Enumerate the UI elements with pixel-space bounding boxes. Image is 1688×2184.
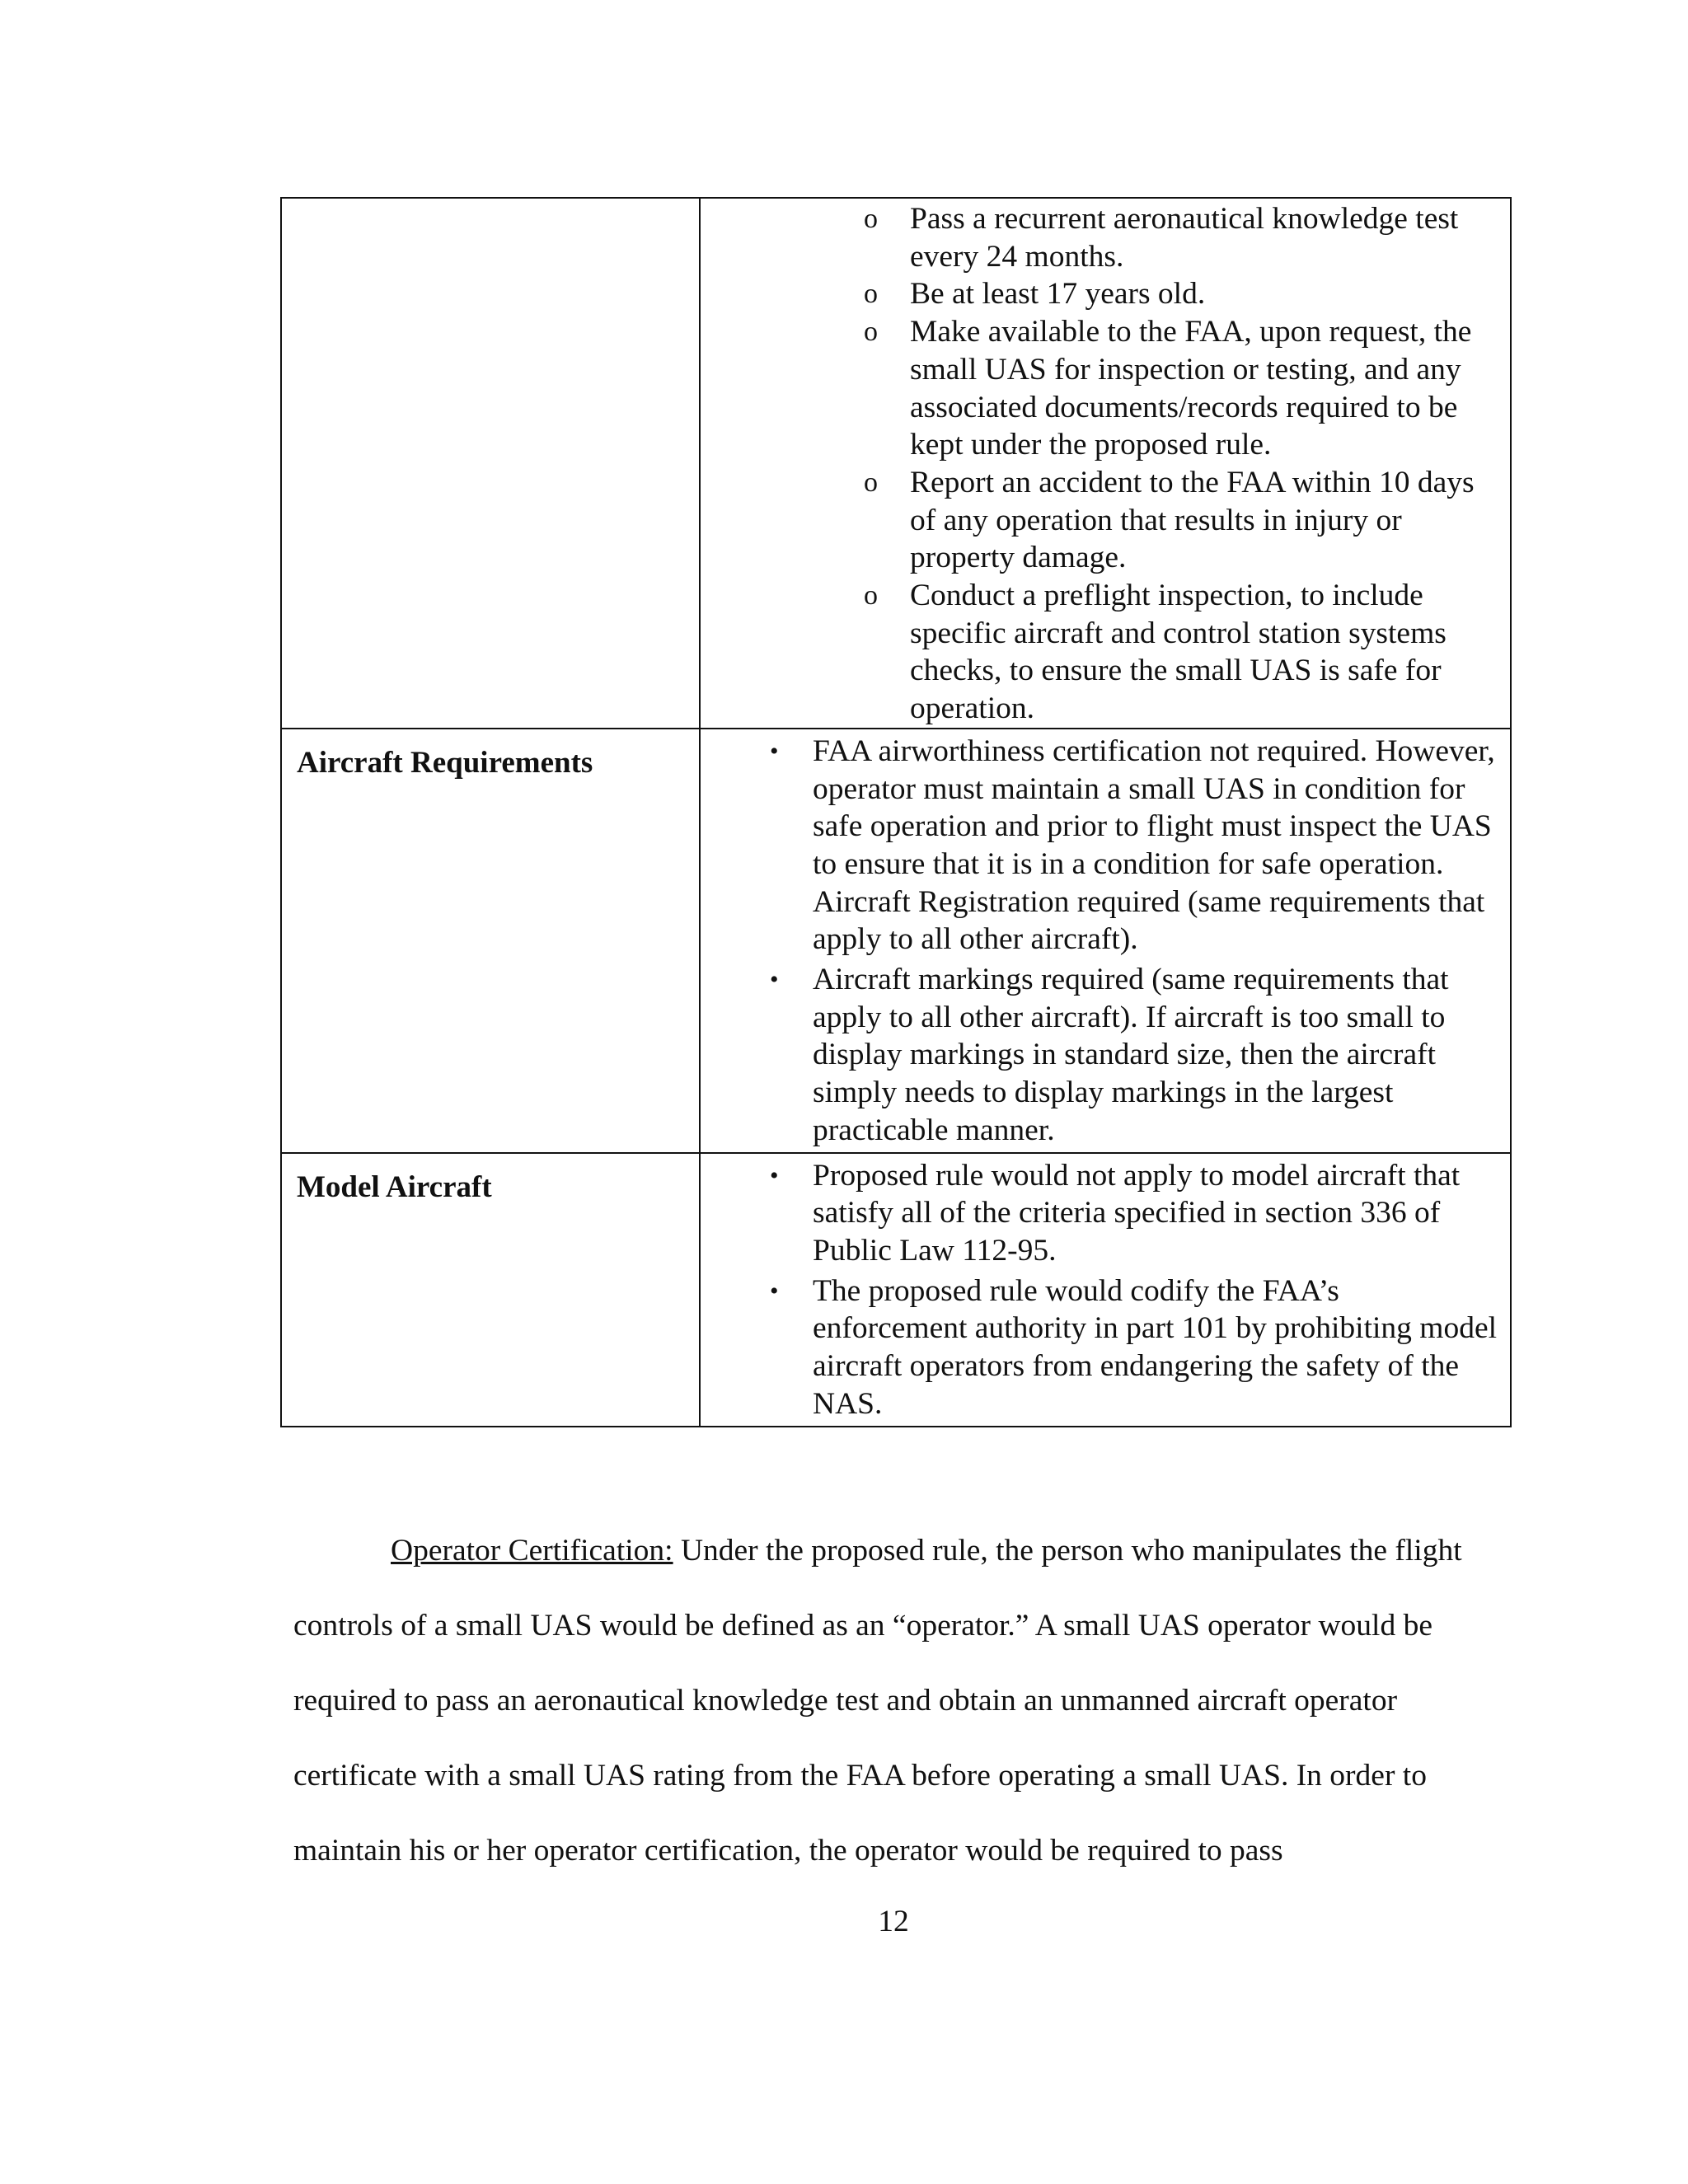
list-item: o Report an accident to the FAA within 10 days of any operation that results in injury or property damage. (864, 465, 1475, 575)
circle-bullet-icon: o (864, 580, 878, 612)
table-row (281, 198, 1511, 729)
bullet-icon: • (770, 966, 779, 994)
row-content (700, 1153, 1511, 1427)
row-content (700, 729, 1511, 1153)
list-item: • FAA airworthiness certification not required. However, operator must maintain a small UAS in condition for safe operation and prior to flight must inspect the UAS to ensure that it is in a condition for safe operation. Aircraft Registration required (same requirements that apply to all other aircraft). (770, 733, 1495, 957)
bullet-icon: • (770, 1161, 779, 1189)
circle-bullet-icon: o (864, 279, 878, 310)
bullet-icon: • (770, 737, 779, 765)
list-item: o Conduct a preflight inspection, to include specific aircraft and control station systems checks, to ensure the small UAS is safe for operation. (864, 579, 1447, 726)
row-label (281, 198, 700, 729)
circle-bullet-icon: o (864, 466, 878, 498)
row-content (700, 198, 1511, 729)
page-number: 12 (878, 1905, 909, 1938)
list-item: o Be at least 17 years old. (701, 275, 1510, 313)
row-label-aircraft-requirements: Aircraft Requirements (281, 729, 700, 1153)
list-item: • The proposed rule would codify the FAA’s enforcement authority in part 101 by prohibiting model aircraft operators from endangering the safety of the NAS. (770, 1273, 1498, 1421)
body-paragraph (293, 1513, 1497, 1888)
paragraph-text: Under the proposed rule, the person who manipulates the flight controls of a small UAS would be defined as an “operator.” A small UAS operator would be required to pass an aeronautical knowledge test and obtain an unmanned aircraft operator certificate with a small UAS rating from the FAA before operating a small UAS. In order to maintain his or her operator certification, the operator would be required to pass (293, 1534, 1462, 1868)
sub-item-list (701, 200, 1510, 728)
list-item: • Proposed rule would not apply to model aircraft that satisfy all of the criteria specified in section 336 of Public Law 112-95. (770, 1158, 1461, 1268)
bullet-list (701, 1154, 1510, 1423)
section-heading: Operator Certification: (391, 1534, 673, 1568)
table-row (281, 729, 1511, 1153)
circle-bullet-icon: o (864, 204, 878, 234)
list-item: • Aircraft markings required (same requirements that apply to all other aircraft). If aircraft is too small to display markings in standard size, then the aircraft simply needs to display markings in the largest practicable manner. (770, 963, 1449, 1147)
list-item: o Pass a recurrent aeronautical knowledge test every 24 months. (864, 202, 1459, 274)
row-label-model-aircraft: Model Aircraft (281, 1153, 700, 1427)
table-row (281, 1153, 1511, 1427)
list-item: o Make available to the FAA, upon request, the small UAS for inspection or testing, and any associated documents/records required to be kept under the proposed rule. (864, 315, 1472, 462)
bullet-list (701, 729, 1510, 1150)
bullet-icon: • (770, 1277, 779, 1305)
rules-summary-table (280, 197, 1512, 1427)
circle-bullet-icon: o (864, 316, 878, 348)
